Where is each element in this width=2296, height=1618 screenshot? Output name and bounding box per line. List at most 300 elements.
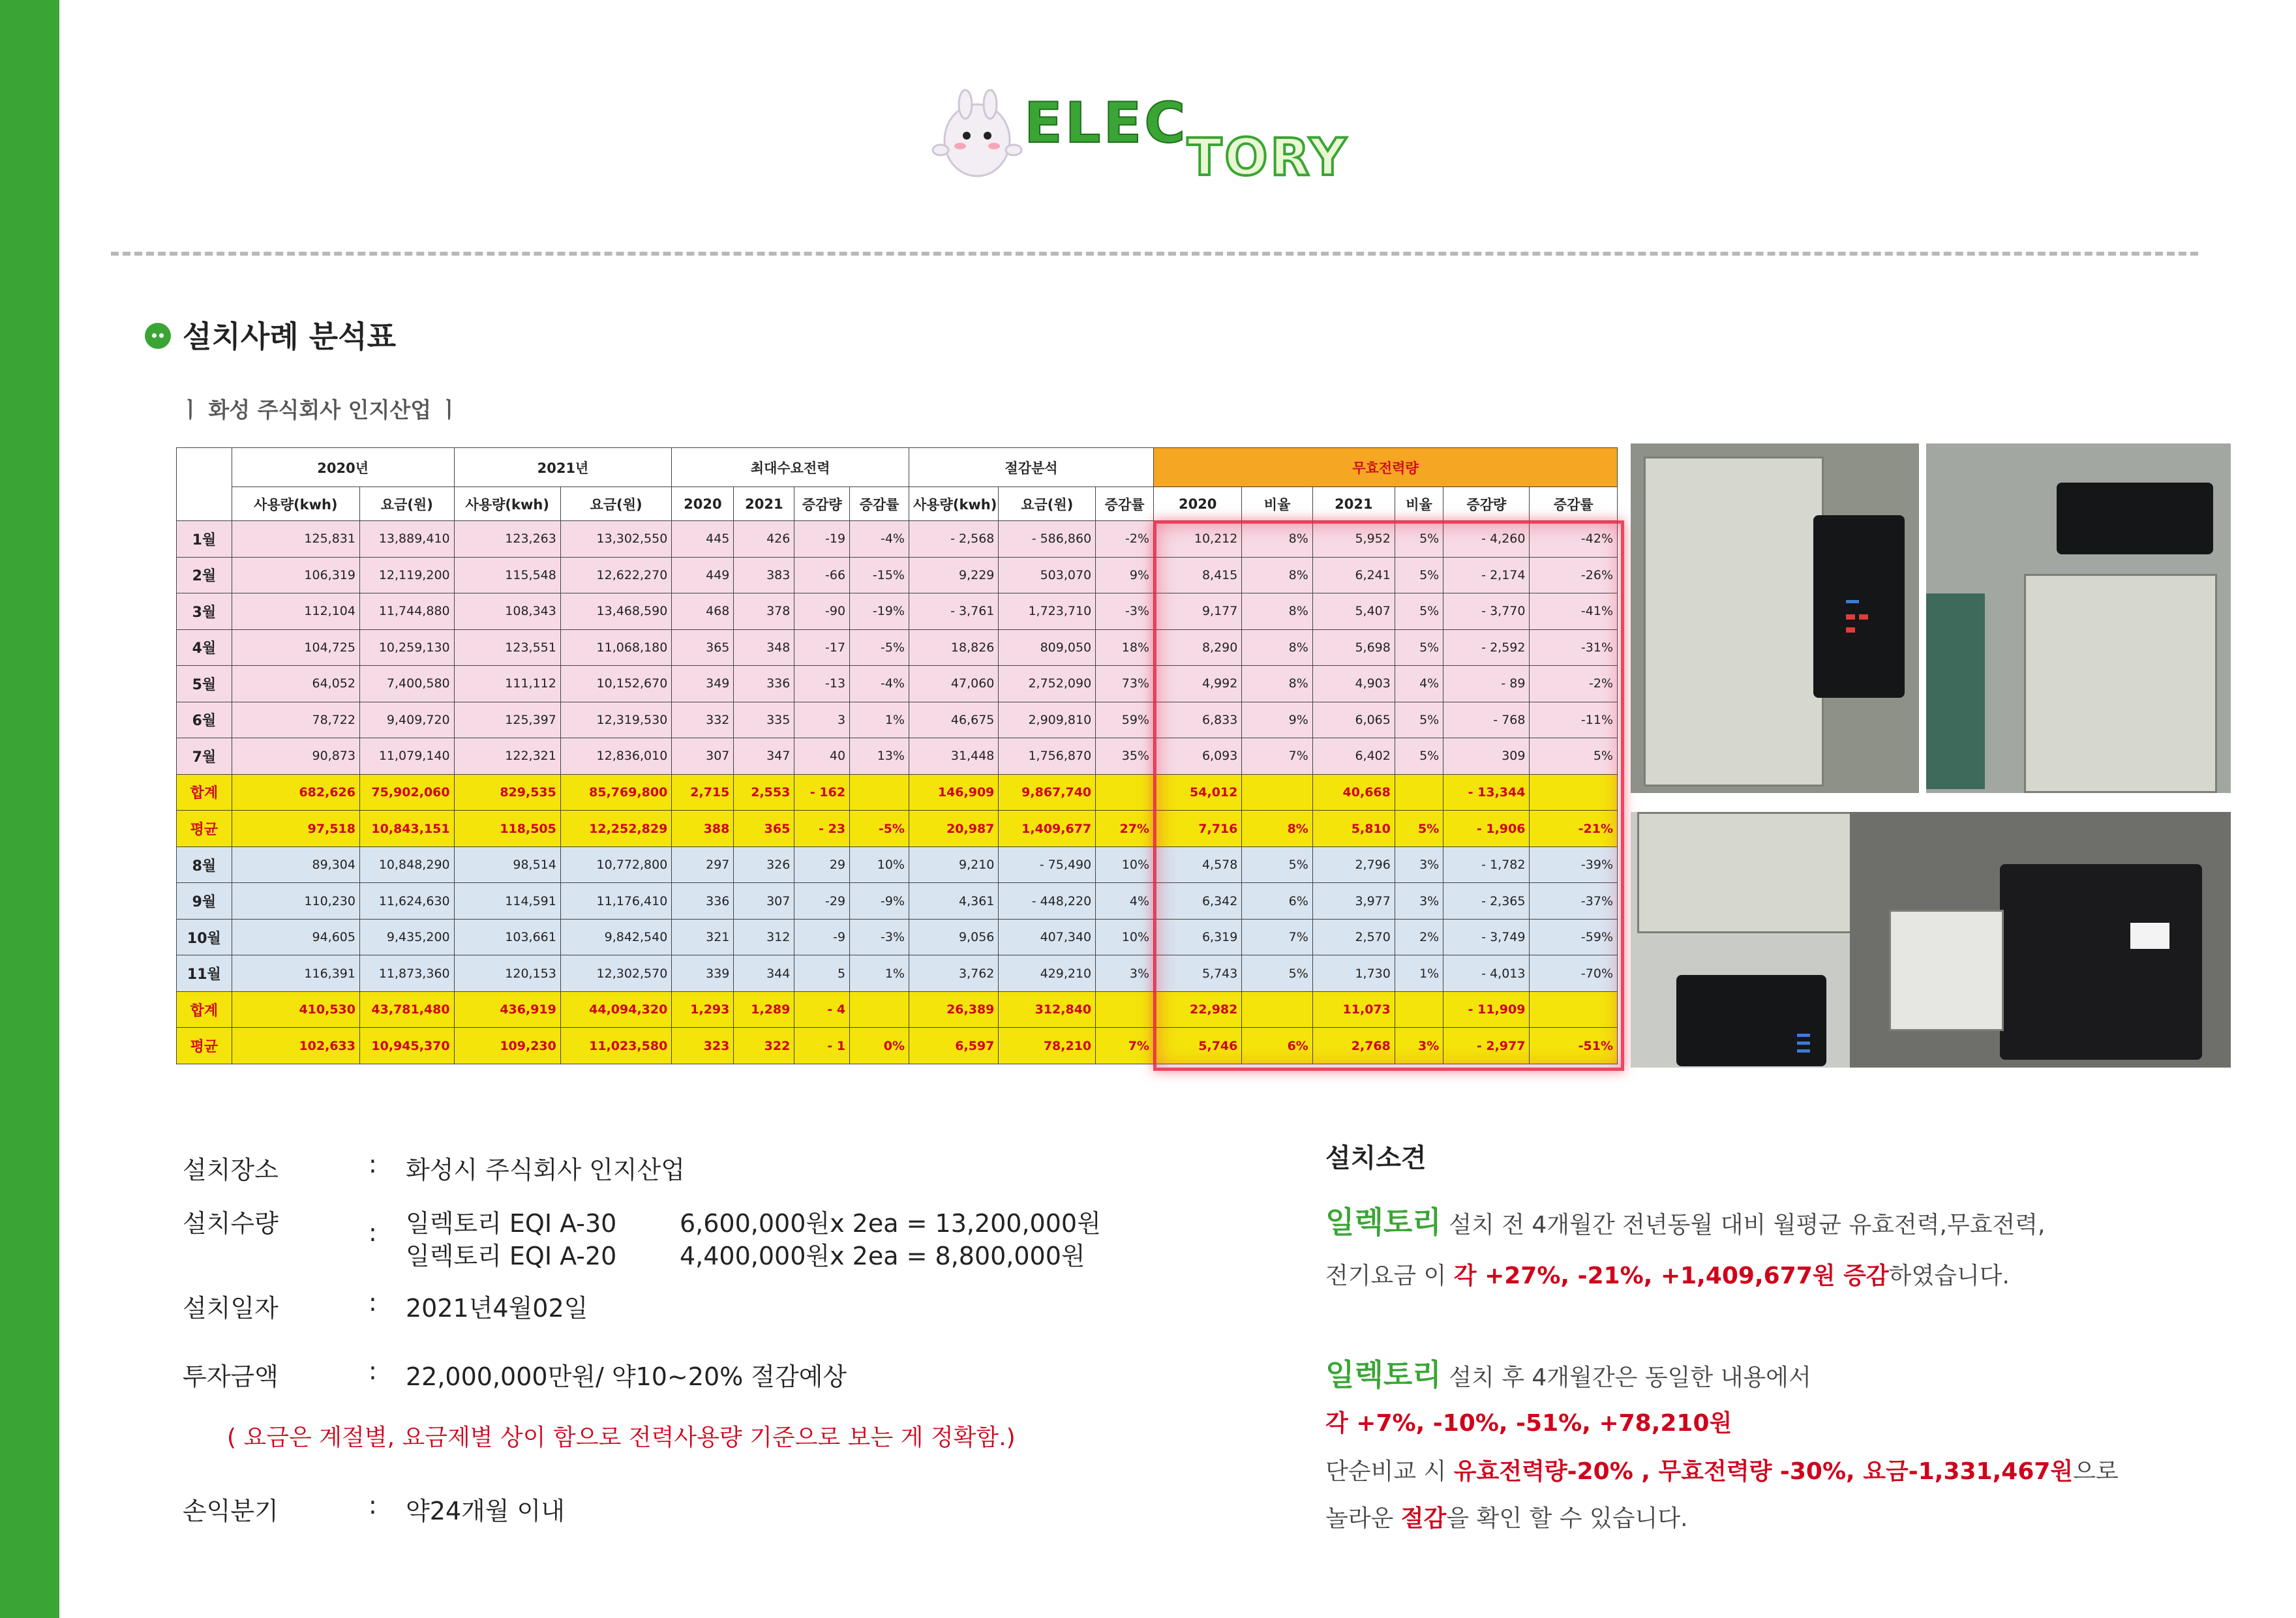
table-cell: 22,982 bbox=[1154, 991, 1242, 1028]
table-cell: 5,952 bbox=[1312, 521, 1395, 558]
table-cell: 111,112 bbox=[454, 666, 560, 702]
table-cell: - 11,909 bbox=[1443, 991, 1530, 1028]
table-cell: 5% bbox=[1395, 702, 1443, 738]
table-cell: - 2,365 bbox=[1443, 883, 1530, 920]
table-cell: 10,945,370 bbox=[359, 1028, 454, 1064]
column-header: 요금(원) bbox=[560, 487, 671, 521]
table-row bbox=[177, 702, 1618, 738]
table-cell: 429,210 bbox=[999, 955, 1096, 992]
table-cell: 445 bbox=[672, 521, 734, 558]
table-cell: 388 bbox=[672, 811, 734, 847]
table-cell: 1% bbox=[850, 702, 909, 738]
brand-name: 일렉토리 bbox=[1325, 1205, 1442, 1240]
opinion-line-5 bbox=[1325, 1453, 2119, 1486]
table-cell: 26,389 bbox=[909, 991, 998, 1028]
table-cell: 6,597 bbox=[909, 1028, 998, 1064]
date-value: 2021년4월02일 bbox=[406, 1294, 588, 1323]
table-cell: 7% bbox=[1242, 919, 1312, 955]
location-value: 화성시 주식회사 인지산업 bbox=[406, 1156, 685, 1184]
table-cell: 8% bbox=[1242, 666, 1312, 702]
table-cell: 12,622,270 bbox=[560, 557, 671, 593]
table-cell: -4% bbox=[850, 521, 909, 558]
table-cell: - 448,220 bbox=[999, 883, 1096, 920]
table-cell: 307 bbox=[672, 738, 734, 775]
table-cell: 40,668 bbox=[1312, 774, 1395, 811]
table-cell: 2% bbox=[1395, 919, 1443, 955]
table-cell: 2,715 bbox=[672, 774, 734, 811]
column-header: 증감률 bbox=[1096, 487, 1154, 521]
table-cell: 109,230 bbox=[454, 1028, 560, 1064]
table-cell: 47,060 bbox=[909, 666, 998, 702]
table-cell bbox=[850, 991, 909, 1028]
table-cell: 112,104 bbox=[232, 593, 359, 630]
table-cell: - 2,592 bbox=[1443, 629, 1530, 666]
table-row bbox=[177, 557, 1618, 593]
table-cell: 102,633 bbox=[232, 1028, 359, 1064]
table-cell: 5% bbox=[1395, 593, 1443, 630]
table-cell: 89,304 bbox=[232, 846, 359, 883]
table-cell: 682,626 bbox=[232, 774, 359, 811]
table-cell: 1% bbox=[850, 955, 909, 992]
table-cell: 9% bbox=[1242, 702, 1312, 738]
table-cell: 6,241 bbox=[1312, 557, 1395, 593]
install-photo-3 bbox=[1631, 812, 1877, 1068]
table-cell bbox=[1242, 774, 1312, 811]
table-cell: 11,079,140 bbox=[359, 738, 454, 775]
table-cell: 12,119,200 bbox=[359, 557, 454, 593]
colon: : bbox=[369, 1150, 377, 1178]
table-cell: 108,343 bbox=[454, 593, 560, 630]
table-row bbox=[177, 811, 1618, 847]
install-photo-2 bbox=[1926, 443, 2231, 793]
logo-text-tory: TORY bbox=[1187, 128, 1349, 187]
table-cell: - 768 bbox=[1443, 702, 1530, 738]
table-cell: 1,293 bbox=[672, 991, 734, 1028]
table-cell: -4% bbox=[850, 666, 909, 702]
table-cell: 46,675 bbox=[909, 702, 998, 738]
table-cell: - 3,749 bbox=[1443, 919, 1530, 955]
table-cell: 4% bbox=[1096, 883, 1154, 920]
table-row bbox=[177, 738, 1618, 775]
table-cell: 8,290 bbox=[1154, 629, 1242, 666]
table-cell: - 1 bbox=[794, 1028, 850, 1064]
table-cell: 122,321 bbox=[454, 738, 560, 775]
table-cell: 94,605 bbox=[232, 919, 359, 955]
table-cell: 10% bbox=[850, 846, 909, 883]
table-cell: 10,843,151 bbox=[359, 811, 454, 847]
table-cell: -19% bbox=[850, 593, 909, 630]
table-cell: 297 bbox=[672, 846, 734, 883]
table-cell: 326 bbox=[734, 846, 794, 883]
table-cell: 5,810 bbox=[1312, 811, 1395, 847]
table-cell: -3% bbox=[1096, 593, 1154, 630]
logo-text-elec: ELEC bbox=[1024, 91, 1188, 156]
table-cell bbox=[1530, 774, 1618, 811]
table-cell: 1,409,677 bbox=[999, 811, 1096, 847]
table-cell: 2,909,810 bbox=[999, 702, 1096, 738]
table-row bbox=[177, 629, 1618, 666]
colon: : bbox=[369, 1288, 377, 1317]
install-photo-4 bbox=[1850, 812, 2231, 1068]
table-cell: 5% bbox=[1395, 811, 1443, 847]
table-cell: 829,535 bbox=[454, 774, 560, 811]
column-header: 2021 bbox=[1312, 487, 1395, 521]
group-header: 무효전력량 bbox=[1154, 448, 1618, 487]
table-cell: 6,093 bbox=[1154, 738, 1242, 775]
table-cell: 365 bbox=[672, 629, 734, 666]
table-cell: - 2,568 bbox=[909, 521, 998, 558]
table-cell: 103,661 bbox=[454, 919, 560, 955]
table-cell: 410,530 bbox=[232, 991, 359, 1028]
table-cell: 5% bbox=[1395, 521, 1443, 558]
table-cell: -42% bbox=[1530, 521, 1618, 558]
row-label: 11월 bbox=[177, 955, 232, 992]
table-cell: -2% bbox=[1530, 666, 1618, 702]
table-cell: 9,435,200 bbox=[359, 919, 454, 955]
opinion-text: 으로 bbox=[2073, 1458, 2119, 1485]
qty-line1-model: 일렉토리 EQI A-30 bbox=[406, 1209, 617, 1238]
table-cell: -17 bbox=[794, 629, 850, 666]
column-header: 비율 bbox=[1242, 487, 1312, 521]
row-label: 1월 bbox=[177, 521, 232, 558]
table-cell: 78,722 bbox=[232, 702, 359, 738]
table-cell: - 89 bbox=[1443, 666, 1530, 702]
table-cell: 97,518 bbox=[232, 811, 359, 847]
row-label: 6월 bbox=[177, 702, 232, 738]
table-cell: 20,987 bbox=[909, 811, 998, 847]
table-cell: -11% bbox=[1530, 702, 1618, 738]
column-header: 2021 bbox=[734, 487, 794, 521]
table-cell: 4,903 bbox=[1312, 666, 1395, 702]
table-cell: 8,415 bbox=[1154, 557, 1242, 593]
left-green-bar bbox=[0, 0, 59, 1618]
column-header: 증감률 bbox=[850, 487, 909, 521]
table-cell: 3% bbox=[1395, 846, 1443, 883]
table-cell: - 75,490 bbox=[999, 846, 1096, 883]
table-cell: 4,361 bbox=[909, 883, 998, 920]
table-row bbox=[177, 1028, 1618, 1064]
table-cell: - 4,260 bbox=[1443, 521, 1530, 558]
table-cell: 44,094,320 bbox=[560, 991, 671, 1028]
row-label: 평균 bbox=[177, 1028, 232, 1064]
table-cell: 10,152,670 bbox=[560, 666, 671, 702]
brand-name: 일렉토리 bbox=[1325, 1357, 1442, 1392]
corner-cell bbox=[177, 448, 232, 521]
table-cell: -70% bbox=[1530, 955, 1618, 992]
table-cell: 73% bbox=[1096, 666, 1154, 702]
column-header: 요금(원) bbox=[359, 487, 454, 521]
table-cell: 383 bbox=[734, 557, 794, 593]
table-cell: 75,902,060 bbox=[359, 774, 454, 811]
table-cell: - 2,174 bbox=[1443, 557, 1530, 593]
table-cell: 3 bbox=[794, 702, 850, 738]
table-cell: 1,723,710 bbox=[999, 593, 1096, 630]
table-cell: 11,744,880 bbox=[359, 593, 454, 630]
row-label: 7월 bbox=[177, 738, 232, 775]
table-cell: 8% bbox=[1242, 629, 1312, 666]
table-cell: 125,831 bbox=[232, 521, 359, 558]
table-cell: -9% bbox=[850, 883, 909, 920]
table-cell: 123,551 bbox=[454, 629, 560, 666]
table-cell: -9 bbox=[794, 919, 850, 955]
opinion-line-3 bbox=[1325, 1351, 1811, 1394]
table-cell: -39% bbox=[1530, 846, 1618, 883]
opinion-line-4 bbox=[1325, 1405, 1732, 1438]
table-cell: 426 bbox=[734, 521, 794, 558]
table-cell: 10,259,130 bbox=[359, 629, 454, 666]
table-cell: 3% bbox=[1395, 1028, 1443, 1064]
opinion-text: 하였습니다. bbox=[1888, 1263, 2010, 1289]
table-cell: 78,210 bbox=[999, 1028, 1096, 1064]
table-cell: 13,468,590 bbox=[560, 593, 671, 630]
table-cell bbox=[850, 774, 909, 811]
invest-value: 22,000,000만원/ 약10~20% 절감예상 bbox=[406, 1362, 847, 1391]
table-row bbox=[177, 991, 1618, 1028]
table-cell: 1,756,870 bbox=[999, 738, 1096, 775]
table-cell: 85,769,800 bbox=[560, 774, 671, 811]
table-cell: 3% bbox=[1096, 955, 1154, 992]
table-cell: - 3,761 bbox=[909, 593, 998, 630]
column-header: 사용량(kwh) bbox=[909, 487, 998, 521]
opinion-title: 설치소견 bbox=[1325, 1143, 1427, 1173]
table-cell: 339 bbox=[672, 955, 734, 992]
table-cell: -37% bbox=[1530, 883, 1618, 920]
table-cell bbox=[1530, 991, 1618, 1028]
table-cell: 321 bbox=[672, 919, 734, 955]
table-cell: 9,210 bbox=[909, 846, 998, 883]
table-cell: 9,056 bbox=[909, 919, 998, 955]
column-header: 증감률 bbox=[1530, 487, 1618, 521]
group-header: 2021년 bbox=[454, 448, 672, 487]
table-cell: 407,340 bbox=[999, 919, 1096, 955]
table-cell: 11,176,410 bbox=[560, 883, 671, 920]
qty-line2-price: 4,400,000원x 2ea = 8,800,000원 bbox=[680, 1242, 1085, 1270]
colon: : bbox=[369, 1218, 377, 1247]
table-cell: 344 bbox=[734, 955, 794, 992]
table-cell: 11,073 bbox=[1312, 991, 1395, 1028]
table-cell: - 2,977 bbox=[1443, 1028, 1530, 1064]
table-cell: 5% bbox=[1242, 955, 1312, 992]
column-header: 증감량 bbox=[794, 487, 850, 521]
table-cell: 307 bbox=[734, 883, 794, 920]
opinion-line-1 bbox=[1325, 1199, 2046, 1242]
row-label: 합계 bbox=[177, 991, 232, 1028]
table-cell: 146,909 bbox=[909, 774, 998, 811]
table-cell: 40 bbox=[794, 738, 850, 775]
table-cell: -21% bbox=[1530, 811, 1618, 847]
table-cell: 10% bbox=[1096, 919, 1154, 955]
table-cell: -5% bbox=[850, 811, 909, 847]
table-cell: 12,252,829 bbox=[560, 811, 671, 847]
table-cell: - 4 bbox=[794, 991, 850, 1028]
table-cell: 8% bbox=[1242, 557, 1312, 593]
table-row bbox=[177, 774, 1618, 811]
table-row bbox=[177, 521, 1618, 558]
table-row bbox=[177, 955, 1618, 992]
table-cell: 116,391 bbox=[232, 955, 359, 992]
table-cell: 6,319 bbox=[1154, 919, 1242, 955]
row-label: 2월 bbox=[177, 557, 232, 593]
column-header: 증감량 bbox=[1443, 487, 1530, 521]
row-label: 9월 bbox=[177, 883, 232, 920]
table-cell: 322 bbox=[734, 1028, 794, 1064]
table-cell: 18,826 bbox=[909, 629, 998, 666]
table-cell: 7% bbox=[1242, 738, 1312, 775]
row-label: 8월 bbox=[177, 846, 232, 883]
table-cell: 5% bbox=[1395, 557, 1443, 593]
table-cell: 10,212 bbox=[1154, 521, 1242, 558]
table-cell: 12,302,570 bbox=[560, 955, 671, 992]
table-cell: 98,514 bbox=[454, 846, 560, 883]
date-label: 설치일자 bbox=[183, 1294, 279, 1323]
table-cell: 365 bbox=[734, 811, 794, 847]
table-cell: 104,725 bbox=[232, 629, 359, 666]
table-cell: 110,230 bbox=[232, 883, 359, 920]
section-title: 설치사례 분석표 bbox=[183, 319, 397, 354]
row-label: 합계 bbox=[177, 774, 232, 811]
table-cell: 5,698 bbox=[1312, 629, 1395, 666]
table-cell: -13 bbox=[794, 666, 850, 702]
qty-label: 설치수량 bbox=[183, 1209, 279, 1238]
table-cell bbox=[1242, 991, 1312, 1028]
table-cell: 436,919 bbox=[454, 991, 560, 1028]
table-cell: 12,319,530 bbox=[560, 702, 671, 738]
table-cell: 11,023,580 bbox=[560, 1028, 671, 1064]
table-cell: - 3,770 bbox=[1443, 593, 1530, 630]
table-cell: - 4,013 bbox=[1443, 955, 1530, 992]
table-cell: 6,402 bbox=[1312, 738, 1395, 775]
breakeven-label: 손익분기 bbox=[183, 1497, 279, 1525]
table-cell: 2,768 bbox=[1312, 1028, 1395, 1064]
install-photo-1 bbox=[1631, 443, 1919, 793]
table-cell: 9,842,540 bbox=[560, 919, 671, 955]
opinion-line-2 bbox=[1325, 1257, 2010, 1291]
table-cell: 6,342 bbox=[1154, 883, 1242, 920]
table-cell: 4,578 bbox=[1154, 846, 1242, 883]
table-cell: 6,065 bbox=[1312, 702, 1395, 738]
column-header: 요금(원) bbox=[999, 487, 1096, 521]
breakeven-value: 약24개월 이내 bbox=[406, 1497, 565, 1525]
qty-line2-model: 일렉토리 EQI A-20 bbox=[406, 1242, 617, 1270]
table-cell: 312,840 bbox=[999, 991, 1096, 1028]
opinion-text: 전기요금 이 bbox=[1325, 1263, 1454, 1289]
location-label: 설치장소 bbox=[183, 1156, 279, 1184]
table-cell: 3% bbox=[1395, 883, 1443, 920]
table-cell: 7,400,580 bbox=[359, 666, 454, 702]
table-cell: 123,263 bbox=[454, 521, 560, 558]
table-cell: 9,867,740 bbox=[999, 774, 1096, 811]
table-cell: 35% bbox=[1096, 738, 1154, 775]
table-cell: - 23 bbox=[794, 811, 850, 847]
table-cell bbox=[1096, 774, 1154, 811]
table-cell: -41% bbox=[1530, 593, 1618, 630]
table-row bbox=[177, 919, 1618, 955]
table-cell: -5% bbox=[850, 629, 909, 666]
table-cell: 114,591 bbox=[454, 883, 560, 920]
section-subtitle: ㅣ 화성 주식회사 인지산업 ㅣ bbox=[180, 397, 460, 423]
table-cell: 312 bbox=[734, 919, 794, 955]
group-header: 절감분석 bbox=[909, 448, 1153, 487]
table-row bbox=[177, 883, 1618, 920]
table-cell: 7% bbox=[1096, 1028, 1154, 1064]
table-cell: 12,836,010 bbox=[560, 738, 671, 775]
table-cell: -66 bbox=[794, 557, 850, 593]
table-cell: 378 bbox=[734, 593, 794, 630]
table-cell: 11,068,180 bbox=[560, 629, 671, 666]
opinion-line-6 bbox=[1325, 1500, 1688, 1533]
opinion-text: 을 확인 할 수 있습니다. bbox=[1446, 1505, 1688, 1532]
opinion-text: 설치 전 4개월간 전년동월 대비 월평균 유효전력,무효전력, bbox=[1441, 1212, 2046, 1238]
table-cell: 8% bbox=[1242, 811, 1312, 847]
table-cell: 13,889,410 bbox=[359, 521, 454, 558]
fee-note: ( 요금은 계절별, 요금제별 상이 함으로 전력사용량 기준으로 보는 게 정확함.) bbox=[227, 1424, 1016, 1451]
table-cell: 6% bbox=[1242, 883, 1312, 920]
table-cell: 120,153 bbox=[454, 955, 560, 992]
table-cell: 3,977 bbox=[1312, 883, 1395, 920]
table-row bbox=[177, 666, 1618, 702]
table-cell: 348 bbox=[734, 629, 794, 666]
table-cell: -90 bbox=[794, 593, 850, 630]
table-cell: -19 bbox=[794, 521, 850, 558]
column-header: 사용량(kwh) bbox=[232, 487, 359, 521]
colon: : bbox=[369, 1491, 377, 1520]
table-cell: 27% bbox=[1096, 811, 1154, 847]
column-header: 사용량(kwh) bbox=[454, 487, 560, 521]
opinion-highlight: 각 +7%, -10%, -51%, +78,210원 bbox=[1325, 1410, 1732, 1437]
row-label: 10월 bbox=[177, 919, 232, 955]
opinion-text: 놀라운 bbox=[1325, 1505, 1401, 1532]
table-cell: 18% bbox=[1096, 629, 1154, 666]
colon: : bbox=[369, 1356, 377, 1385]
table-cell: 9,229 bbox=[909, 557, 998, 593]
table-cell: -26% bbox=[1530, 557, 1618, 593]
invest-label: 투자금액 bbox=[183, 1362, 279, 1391]
table-cell: -3% bbox=[850, 919, 909, 955]
table-cell: 11,873,360 bbox=[359, 955, 454, 992]
table-cell: 468 bbox=[672, 593, 734, 630]
table-cell: 0% bbox=[850, 1028, 909, 1064]
table-cell: 5,743 bbox=[1154, 955, 1242, 992]
table-cell: 125,397 bbox=[454, 702, 560, 738]
table-cell: 59% bbox=[1096, 702, 1154, 738]
electory-logo bbox=[926, 78, 1396, 189]
table-cell: 503,070 bbox=[999, 557, 1096, 593]
table-cell: 106,319 bbox=[232, 557, 359, 593]
table-cell: 118,505 bbox=[454, 811, 560, 847]
row-label: 3월 bbox=[177, 593, 232, 630]
table-cell: 349 bbox=[672, 666, 734, 702]
column-header: 2020 bbox=[672, 487, 734, 521]
table-cell: -15% bbox=[850, 557, 909, 593]
table-cell: 6,833 bbox=[1154, 702, 1242, 738]
table-cell: -59% bbox=[1530, 919, 1618, 955]
table-cell: 115,548 bbox=[454, 557, 560, 593]
table-cell: 43,781,480 bbox=[359, 991, 454, 1028]
table-cell: 2,796 bbox=[1312, 846, 1395, 883]
table-row bbox=[177, 593, 1618, 630]
table-cell: -31% bbox=[1530, 629, 1618, 666]
analysis-table bbox=[176, 447, 1618, 1064]
table-row bbox=[177, 846, 1618, 883]
table-cell: 335 bbox=[734, 702, 794, 738]
table-cell: 4,992 bbox=[1154, 666, 1242, 702]
table-cell: 5,407 bbox=[1312, 593, 1395, 630]
opinion-text: 설치 후 4개월간은 동일한 내용에서 bbox=[1441, 1364, 1811, 1391]
table-cell: -2% bbox=[1096, 521, 1154, 558]
table-cell: 2,752,090 bbox=[999, 666, 1096, 702]
table-cell: 1,730 bbox=[1312, 955, 1395, 992]
table-cell: 5,746 bbox=[1154, 1028, 1242, 1064]
